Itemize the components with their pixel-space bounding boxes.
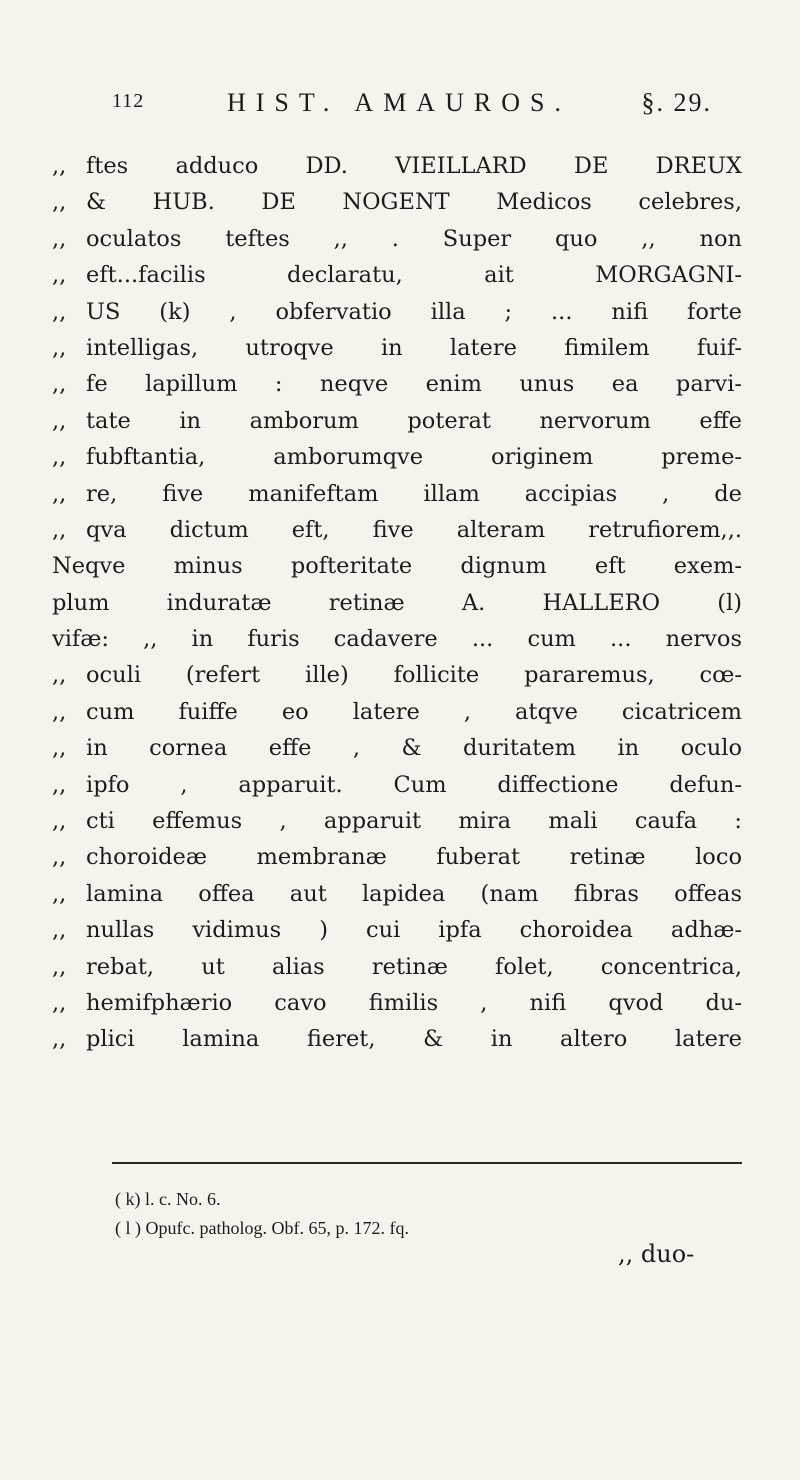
quote-mark: ,, [52, 989, 67, 1016]
text-line [52, 1021, 742, 1057]
text-line [52, 294, 742, 330]
quote-mark: ,, [52, 262, 67, 289]
line-text: qva dictum eft, five alteram retrufiorem,,. [86, 516, 742, 543]
line-text: oculi (refert ille) follicite pararemus, cœ- [86, 662, 742, 689]
footnote-rule [112, 1162, 742, 1164]
text-line [52, 803, 742, 839]
line-text: eft...facilis declaratu, ait MORGAGNI- [86, 262, 742, 289]
footnote-l: ( l ) Opufc. patholog. Obf. 65, p. 172. fq. [115, 1218, 409, 1238]
line-text: tate in amborum poterat nervorum effe [86, 407, 742, 434]
section-number: §. 29. [641, 88, 712, 117]
text-line [52, 985, 742, 1021]
line-text: rebat, ut alias retinæ folet, concentrica, [86, 953, 742, 980]
text-line [52, 366, 742, 402]
line-text: & HUB. DE NOGENT Medicos celebres, [86, 189, 742, 216]
text-line [52, 949, 742, 985]
quote-mark: ,, [52, 334, 67, 361]
line-text: lamina offea aut lapidea (nam fibras offeas [86, 880, 742, 907]
line-text: in cornea effe , & duritatem in oculo [86, 735, 742, 762]
quote-mark: ,, [52, 844, 67, 871]
text-line [52, 694, 742, 730]
line-text: fe lapillum : neqve enim unus ea parvi- [86, 371, 742, 398]
quote-mark: ,, [52, 407, 67, 434]
quote-mark: ,, [52, 298, 67, 325]
text-line [52, 148, 742, 184]
line-text: Neqve minus pofteritate dignum eft exem- [52, 553, 742, 580]
text-line [52, 876, 742, 912]
quote-mark: ,, [52, 953, 67, 980]
text-line [52, 221, 742, 257]
quote-mark: ,, [52, 917, 67, 944]
text-line [52, 912, 742, 948]
text-line [52, 767, 742, 803]
line-text: ipfo , apparuit. Cum diffectione defun- [86, 771, 742, 798]
catchword: ,, duo- [618, 1240, 695, 1268]
quote-mark: ,, [52, 153, 67, 179]
quote-mark: ,, [52, 371, 67, 398]
page-number: 112 [112, 90, 145, 112]
quote-mark: ,, [52, 662, 67, 689]
running-head: HIST. AMAUROS. [227, 88, 571, 117]
text-line [52, 839, 742, 875]
text-line [52, 730, 742, 766]
text-line [52, 257, 742, 293]
text-line [52, 512, 742, 548]
line-text: nullas vidimus ) cui ipfa choroidea adhæ- [86, 917, 742, 944]
line-text: choroideæ membranæ fuberat retinæ loco [86, 844, 742, 871]
text-line [52, 330, 742, 366]
page-header [112, 88, 712, 122]
text-line [52, 621, 742, 657]
line-text: cum fuiffe eo latere , atqve cicatricem [86, 698, 742, 725]
footnotes [115, 1185, 409, 1243]
text-line [52, 403, 742, 439]
quote-mark: ,, [52, 735, 67, 762]
line-text: plum induratæ retinæ A. HALLERO (l) [52, 589, 742, 616]
quote-mark: ,, [52, 480, 67, 507]
body-text [52, 148, 742, 1058]
line-text: cti effemus , apparuit mira mali caufa : [86, 808, 742, 835]
quote-mark: ,, [52, 808, 67, 835]
text-line [52, 439, 742, 475]
text-line [52, 184, 742, 220]
text-line [52, 585, 742, 621]
quote-mark: ,, [52, 771, 67, 798]
text-line [52, 657, 742, 693]
quote-mark: ,, [52, 1026, 67, 1053]
line-text: re, five manifeftam illam accipias , de [86, 480, 742, 507]
quote-mark: ,, [52, 516, 67, 543]
line-text: plici lamina fieret, & in altero latere [86, 1026, 742, 1053]
line-text: ftes adduco DD. VIEILLARD DE DREUX [86, 153, 742, 179]
text-line [52, 476, 742, 512]
line-text: US (k) , obfervatio illa ; ... nifi forte [86, 298, 742, 325]
quote-mark: ,, [52, 880, 67, 907]
line-text: hemifphærio cavo fimilis , nifi qvod du- [86, 989, 742, 1016]
line-text: oculatos teftes ,, . Super quo ,, non [86, 225, 742, 252]
line-text: vifæ: ,, in furis cadavere ... cum ... nervos [52, 626, 742, 653]
line-text: fubftantia, amborumqve originem preme- [86, 444, 742, 471]
quote-mark: ,, [52, 225, 67, 252]
quote-mark: ,, [52, 189, 67, 216]
text-line [52, 548, 742, 584]
quote-mark: ,, [52, 444, 67, 471]
line-text: intelligas, utroqve in latere fimilem fuif- [86, 334, 742, 361]
footnote-k: ( k) l. c. No. 6. [115, 1189, 221, 1209]
quote-mark: ,, [52, 698, 67, 725]
